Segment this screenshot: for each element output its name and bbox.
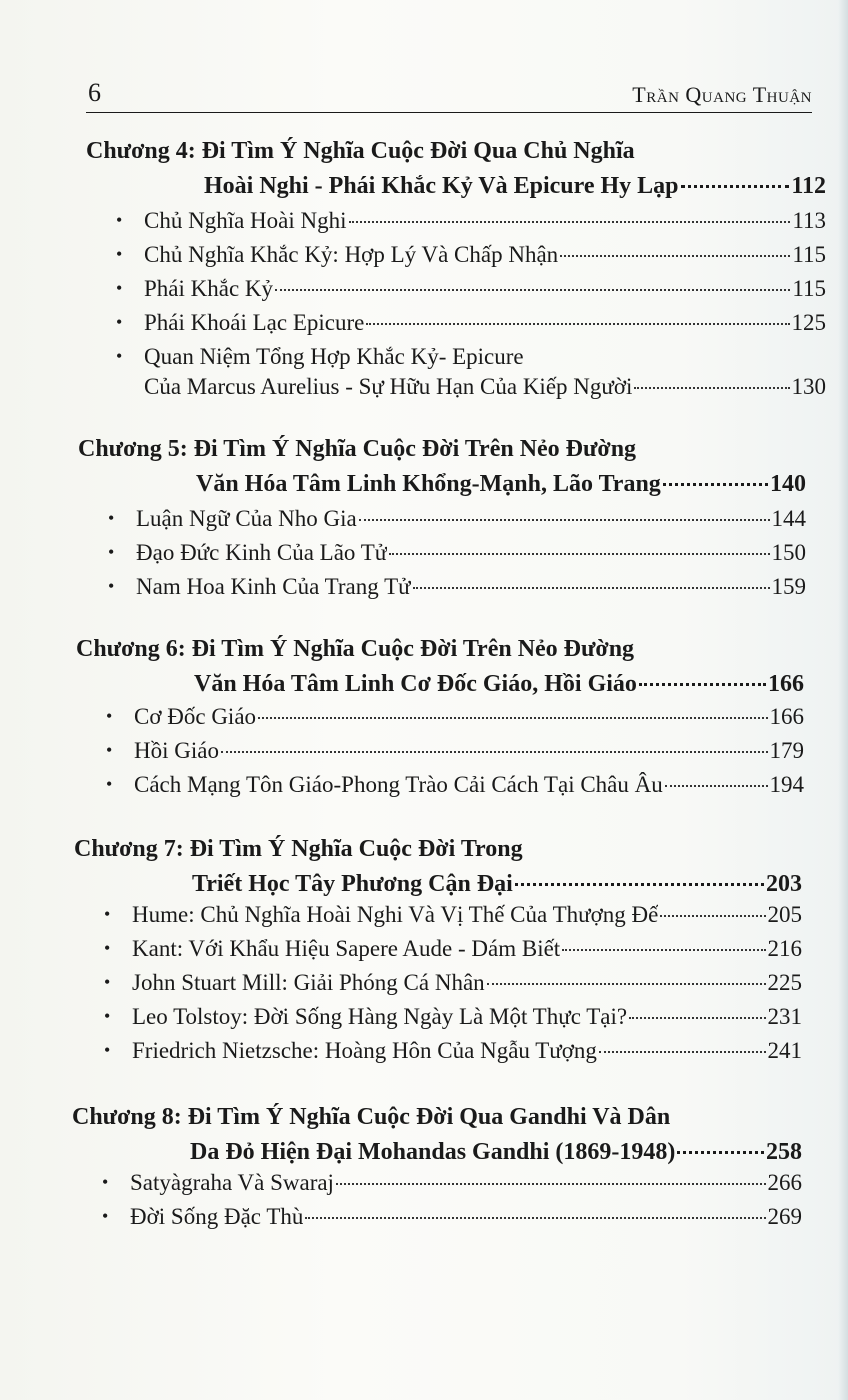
list-item (102, 1170, 802, 1196)
entry-page-number: 159 (771, 574, 806, 599)
dot-leader (599, 1051, 766, 1053)
list-item (102, 1204, 802, 1230)
chapter-title-line-2 (192, 871, 802, 898)
entry-page-number: 194 (769, 772, 804, 797)
dot-leader (336, 1183, 766, 1185)
dot-leader (665, 785, 768, 787)
bullet-icon: • (116, 210, 123, 230)
entry-page-number: 179 (769, 738, 804, 763)
entry-title: Chủ Nghĩa Khắc Kỷ: Hợp Lý Và Chấp Nhận (144, 242, 559, 267)
bullet-icon: • (116, 278, 123, 298)
list-item (116, 242, 826, 268)
entry-title: Quan Niệm Tổng Hợp Khắc Kỷ- Epicure (144, 344, 524, 369)
dot-leader (677, 1151, 764, 1154)
page-header (86, 76, 812, 112)
entry-title: Phái Khắc Kỷ (144, 276, 274, 301)
bullet-icon: • (108, 542, 115, 562)
dot-leader (560, 255, 790, 257)
bullet-icon: • (108, 508, 115, 528)
dot-leader (629, 1017, 765, 1019)
list-item (106, 738, 804, 764)
dot-leader (634, 387, 789, 389)
chapter-subtitle: Hoài Nghi - Phái Khắc Kỷ Và Epicure Hy Lạp (204, 173, 679, 199)
bullet-icon: • (106, 706, 113, 726)
entry-page-number: 231 (767, 1004, 802, 1029)
dot-leader (366, 323, 789, 325)
dot-leader (275, 289, 790, 291)
entry-title: Chủ Nghĩa Hoài Nghi (144, 208, 347, 233)
entry-title: Đời Sống Đặc Thù (130, 1204, 304, 1229)
dot-leader (389, 553, 769, 555)
entry-title: Friedrich Nietzsche: Hoàng Hôn Của Ngẫu Tượng (132, 1038, 597, 1063)
chapter-title-line-2 (196, 471, 806, 498)
dot-leader (349, 221, 791, 223)
entry-page-number: 166 (769, 704, 804, 729)
entry-page-number: 225 (767, 970, 802, 995)
list-item (104, 936, 802, 962)
list-item (116, 208, 826, 234)
list-item (116, 310, 826, 336)
list-item-continuation (144, 374, 826, 400)
dot-leader (660, 915, 765, 917)
chapter-subtitle: Da Đỏ Hiện Đại Mohandas Gandhi (1869-1948) (190, 1139, 676, 1165)
running-head-author: Trần Quang Thuận (632, 82, 812, 107)
bullet-icon: • (104, 1006, 111, 1026)
entry-title: Hume: Chủ Nghĩa Hoài Nghi Và Vị Thế Của Thượng Đế (132, 902, 659, 927)
bullet-icon: • (104, 1040, 111, 1060)
chapter-title: Chương 4: Đi Tìm Ý Nghĩa Cuộc Đời Qua Chủ Nghĩa (86, 138, 635, 164)
dot-leader (359, 519, 770, 521)
entry-page-number: 130 (791, 374, 826, 399)
dot-leader (663, 483, 768, 486)
list-item (104, 1038, 802, 1064)
list-item (104, 1004, 802, 1030)
entry-title: Cách Mạng Tôn Giáo-Phong Trào Cải Cách Tại Châu Âu (134, 772, 663, 797)
list-item (116, 276, 826, 302)
bullet-icon: • (106, 740, 113, 760)
entry-title: Nam Hoa Kinh Của Trang Tử (136, 574, 411, 599)
chapter-title: Chương 8: Đi Tìm Ý Nghĩa Cuộc Đời Qua Gandhi Và Dân (72, 1104, 671, 1130)
entry-title: Luận Ngữ Của Nho Gia (136, 506, 357, 531)
list-item (104, 902, 802, 928)
dot-leader (681, 185, 790, 188)
entry-title: Kant: Với Khẩu Hiệu Sapere Aude - Dám Biết (132, 936, 561, 961)
chapter-title-line-2 (204, 173, 826, 200)
list-item (106, 704, 804, 730)
bullet-icon: • (104, 972, 111, 992)
bullet-icon: • (116, 244, 123, 264)
bullet-icon: • (116, 346, 123, 366)
chapter-subtitle: Triết Học Tây Phương Cận Đại (192, 871, 513, 897)
list-item (108, 540, 806, 566)
page-edge-shadow (838, 0, 848, 1400)
list-item (116, 344, 524, 370)
list-item (108, 574, 806, 600)
list-item (104, 970, 802, 996)
entry-page-number: 125 (791, 310, 826, 335)
dot-leader (413, 587, 770, 589)
entry-page-number: 241 (767, 1038, 802, 1063)
bullet-icon: • (104, 904, 111, 924)
entry-title-line-2: Của Marcus Aurelius - Sự Hữu Hạn Của Kiếp Người (144, 374, 633, 399)
entry-title: Cơ Đốc Giáo (134, 704, 257, 729)
entry-page-number: 113 (792, 208, 826, 233)
chapter-page-number: 166 (768, 671, 804, 697)
bullet-icon: • (102, 1172, 109, 1192)
entry-title: Đạo Đức Kinh Của Lão Tử (136, 540, 388, 565)
entry-page-number: 150 (771, 540, 806, 565)
bullet-icon: • (108, 576, 115, 596)
list-item (106, 772, 804, 798)
entry-page-number: 115 (792, 276, 826, 301)
entry-page-number: 216 (767, 936, 802, 961)
entry-title: Satyàgraha Và Swaraj (130, 1170, 334, 1195)
dot-leader (305, 1217, 765, 1219)
entry-page-number: 269 (767, 1204, 802, 1229)
bullet-icon: • (116, 312, 123, 332)
bullet-icon: • (104, 938, 111, 958)
chapter-title-line-2 (194, 671, 804, 698)
chapter-title: Chương 7: Đi Tìm Ý Nghĩa Cuộc Đời Trong (74, 836, 523, 862)
chapter-page-number: 203 (766, 871, 802, 897)
chapter-title: Chương 5: Đi Tìm Ý Nghĩa Cuộc Đời Trên Nẻo Đường (78, 436, 637, 462)
dot-leader (221, 751, 768, 753)
list-item (108, 506, 806, 532)
chapter-page-number: 140 (770, 471, 806, 497)
bullet-icon: • (106, 774, 113, 794)
entry-page-number: 144 (771, 506, 806, 531)
dot-leader (258, 717, 767, 719)
dot-leader (487, 983, 766, 985)
chapter-page-number: 258 (766, 1139, 802, 1165)
entry-title: John Stuart Mill: Giải Phóng Cá Nhân (132, 970, 485, 995)
dot-leader (639, 683, 766, 686)
chapter-title-line-2 (190, 1139, 802, 1166)
entry-page-number: 115 (792, 242, 826, 267)
dot-leader (562, 949, 765, 951)
chapter-subtitle: Văn Hóa Tâm Linh Cơ Đốc Giáo, Hồi Giáo (194, 671, 637, 697)
chapter-title: Chương 6: Đi Tìm Ý Nghĩa Cuộc Đời Trên Nẻo Đường (76, 636, 635, 662)
chapter-subtitle: Văn Hóa Tâm Linh Khổng-Mạnh, Lão Trang (196, 471, 661, 497)
header-rule (86, 112, 812, 113)
entry-page-number: 205 (767, 902, 802, 927)
page-number: 6 (88, 78, 101, 107)
chapter-page-number: 112 (791, 173, 826, 199)
entry-title: Leo Tolstoy: Đời Sống Hàng Ngày Là Một Thực Tại? (132, 1004, 628, 1029)
bullet-icon: • (102, 1206, 109, 1226)
entry-title: Phái Khoái Lạc Epicure (144, 310, 365, 335)
entry-title: Hồi Giáo (134, 738, 219, 763)
dot-leader (515, 883, 764, 886)
entry-page-number: 266 (767, 1170, 802, 1195)
